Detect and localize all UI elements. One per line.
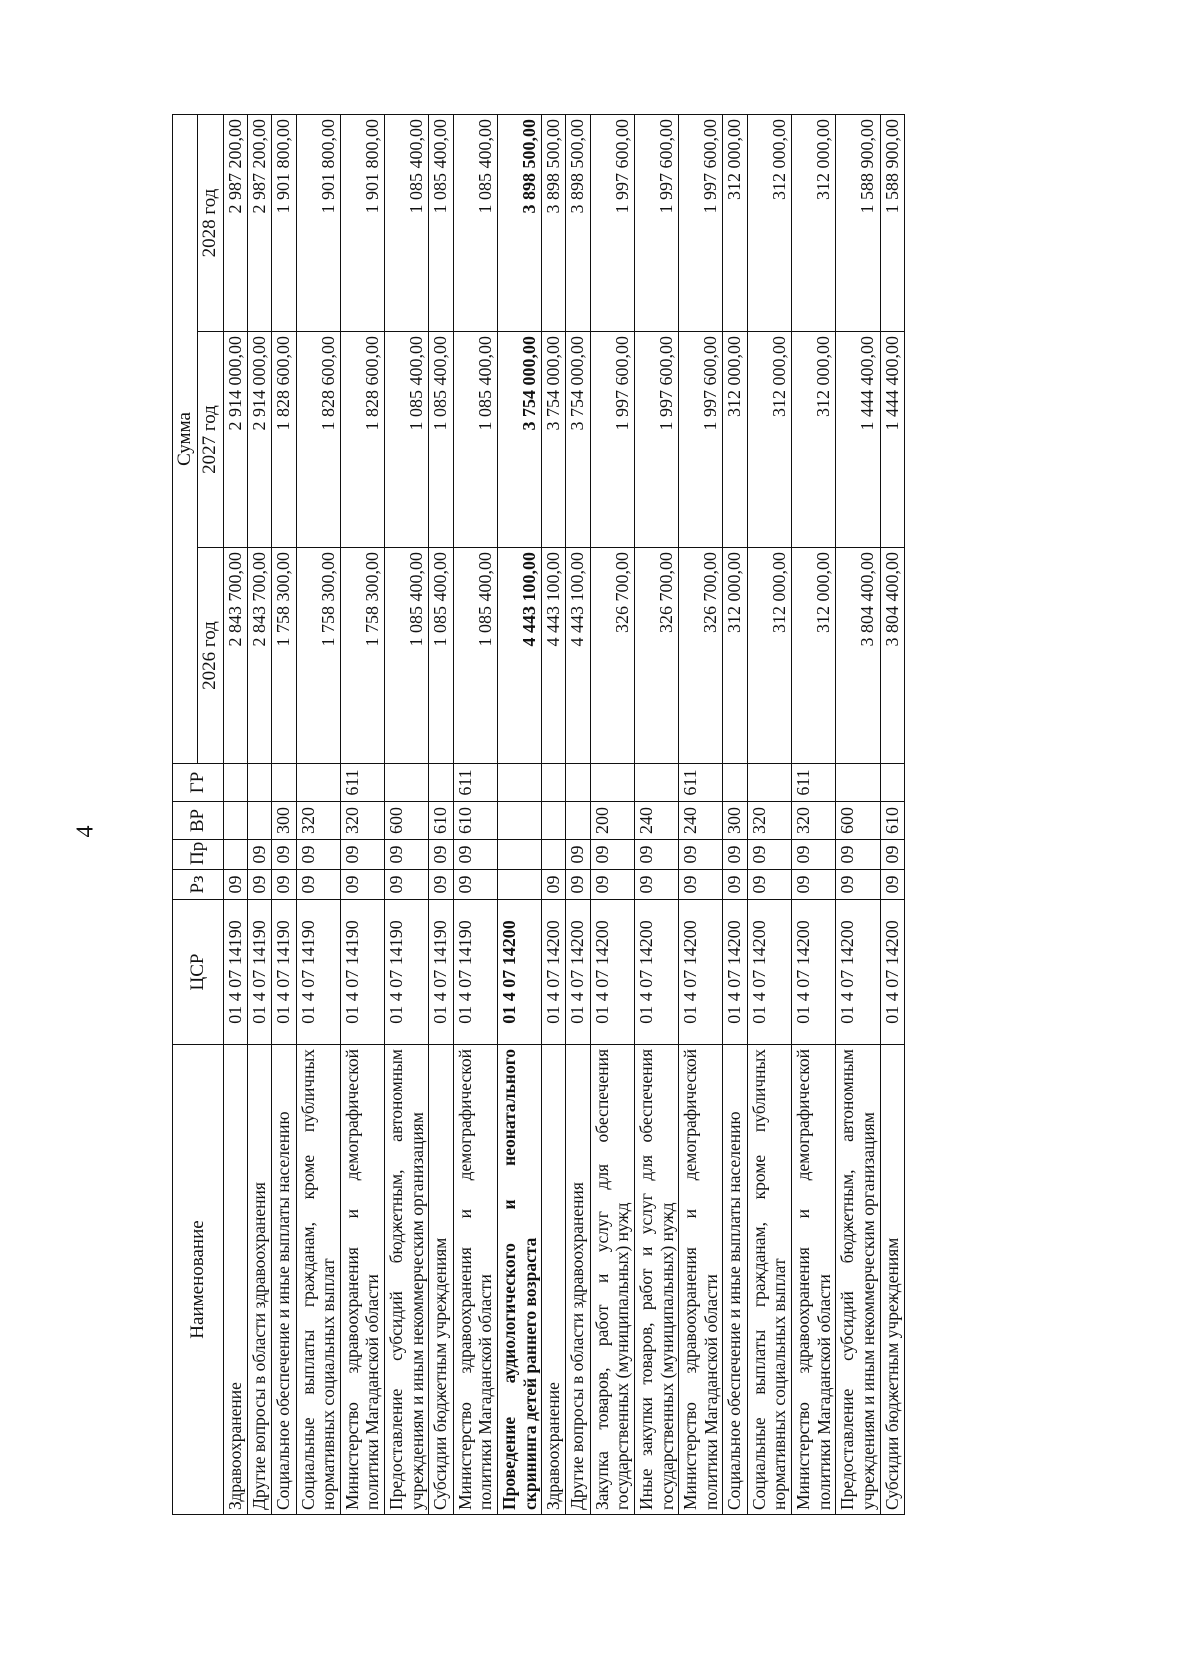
cell-2028: 1 085 400,00 — [453, 115, 497, 332]
cell-vr: 320 — [747, 802, 791, 840]
cell-2026: 326 700,00 — [634, 548, 678, 764]
cell-2027: 3 754 000,00 — [566, 332, 590, 548]
table-row — [566, 115, 590, 1515]
cell-csr: 01 4 07 14190 — [340, 900, 384, 1045]
table-header — [173, 115, 224, 1515]
table-row — [497, 115, 541, 1515]
cell-pr: 09 — [429, 840, 453, 870]
cell-rz: 09 — [679, 870, 723, 900]
table-row — [340, 115, 384, 1515]
cell-vr: 600 — [836, 802, 880, 840]
cell-name: Министерство здравоохранения и демографической политики Магаданской области — [340, 1045, 384, 1515]
header-2026: 2026 год — [198, 548, 223, 764]
cell-gr — [385, 764, 429, 802]
table-body — [223, 115, 904, 1515]
cell-name: Социальные выплаты гражданам, кроме публичных нормативных социальных выплат — [296, 1045, 340, 1515]
cell-2027: 1 444 400,00 — [836, 332, 880, 548]
cell-2026: 1 758 300,00 — [296, 548, 340, 764]
table-row — [723, 115, 747, 1515]
cell-2028: 1 085 400,00 — [429, 115, 453, 332]
cell-gr — [566, 764, 590, 802]
header-2027: 2027 год — [198, 332, 223, 548]
cell-rz: 09 — [723, 870, 747, 900]
table-row — [836, 115, 880, 1515]
table-row — [272, 115, 296, 1515]
cell-2026: 3 804 400,00 — [880, 548, 904, 764]
cell-vr — [497, 802, 541, 840]
cell-2027: 2 914 000,00 — [248, 332, 272, 548]
cell-gr — [296, 764, 340, 802]
cell-csr: 01 4 07 14190 — [429, 900, 453, 1045]
cell-name: Закупка товаров, работ и услуг для обеспечения государственных (муниципальных) нужд — [590, 1045, 634, 1515]
cell-name: Субсидии бюджетным учреждениям — [429, 1045, 453, 1515]
cell-name: Другие вопросы в области здравоохранения — [566, 1045, 590, 1515]
cell-2027: 1 997 600,00 — [679, 332, 723, 548]
cell-csr: 01 4 07 14190 — [272, 900, 296, 1045]
header-sum: Сумма — [173, 115, 198, 764]
cell-rz: 09 — [272, 870, 296, 900]
cell-pr: 09 — [272, 840, 296, 870]
cell-pr: 09 — [566, 840, 590, 870]
header-vr: ВР — [173, 802, 224, 840]
cell-2026: 1 758 300,00 — [340, 548, 384, 764]
cell-2026: 4 443 100,00 — [542, 548, 566, 764]
cell-name: Министерство здравоохранения и демографической политики Магаданской области — [791, 1045, 835, 1515]
cell-2028: 1 901 800,00 — [340, 115, 384, 332]
table-row — [634, 115, 678, 1515]
cell-2026: 3 804 400,00 — [836, 548, 880, 764]
cell-2028: 1 997 600,00 — [679, 115, 723, 332]
cell-2027: 2 914 000,00 — [223, 332, 247, 548]
cell-csr: 01 4 07 14200 — [723, 900, 747, 1045]
cell-name: Предоставление субсидий бюджетным, автономным учреждениям и иным некоммерческим организациям — [385, 1045, 429, 1515]
cell-gr: 611 — [453, 764, 497, 802]
cell-2027: 1 085 400,00 — [385, 332, 429, 548]
cell-2028: 312 000,00 — [791, 115, 835, 332]
cell-name: Предоставление субсидий бюджетным, автономным учреждениям и иным некоммерческим организациям — [836, 1045, 880, 1515]
cell-pr: 09 — [296, 840, 340, 870]
cell-2028: 2 987 200,00 — [223, 115, 247, 332]
table-row — [747, 115, 791, 1515]
cell-vr: 610 — [453, 802, 497, 840]
cell-name: Иные закупки товаров, работ и услуг для обеспечения государственных (муниципальных) нужд — [634, 1045, 678, 1515]
cell-2027: 1 997 600,00 — [590, 332, 634, 548]
cell-csr: 01 4 07 14200 — [747, 900, 791, 1045]
table-row — [453, 115, 497, 1515]
cell-2027: 1 828 600,00 — [296, 332, 340, 548]
cell-2026: 312 000,00 — [791, 548, 835, 764]
cell-name: Социальное обеспечение и иные выплаты населению — [723, 1045, 747, 1515]
cell-rz: 09 — [296, 870, 340, 900]
cell-vr: 320 — [340, 802, 384, 840]
cell-2026: 2 843 700,00 — [248, 548, 272, 764]
cell-rz: 09 — [747, 870, 791, 900]
cell-gr — [590, 764, 634, 802]
cell-vr: 300 — [723, 802, 747, 840]
table-row — [223, 115, 247, 1515]
header-name: Наименование — [173, 1045, 224, 1515]
header-csr: ЦСР — [173, 900, 224, 1045]
cell-vr: 300 — [272, 802, 296, 840]
cell-pr — [542, 840, 566, 870]
cell-2026: 1 085 400,00 — [429, 548, 453, 764]
cell-2028: 1 588 900,00 — [836, 115, 880, 332]
cell-vr: 610 — [429, 802, 453, 840]
cell-rz: 09 — [590, 870, 634, 900]
cell-csr: 01 4 07 14190 — [453, 900, 497, 1045]
table-row — [429, 115, 453, 1515]
cell-2026: 326 700,00 — [679, 548, 723, 764]
table-row — [590, 115, 634, 1515]
cell-gr — [542, 764, 566, 802]
cell-2027: 1 085 400,00 — [453, 332, 497, 548]
cell-pr: 09 — [340, 840, 384, 870]
cell-vr: 240 — [634, 802, 678, 840]
cell-vr: 600 — [385, 802, 429, 840]
cell-gr — [248, 764, 272, 802]
cell-pr: 09 — [836, 840, 880, 870]
cell-name: Другие вопросы в области здравоохранения — [248, 1045, 272, 1515]
cell-gr — [497, 764, 541, 802]
cell-csr: 01 4 07 14190 — [296, 900, 340, 1045]
cell-rz: 09 — [248, 870, 272, 900]
cell-pr: 09 — [747, 840, 791, 870]
cell-rz: 09 — [223, 870, 247, 900]
cell-rz: 09 — [542, 870, 566, 900]
cell-name: Министерство здравоохранения и демографической политики Магаданской области — [679, 1045, 723, 1515]
cell-2028: 2 987 200,00 — [248, 115, 272, 332]
cell-2028: 3 898 500,00 — [497, 115, 541, 332]
cell-gr — [880, 764, 904, 802]
cell-gr — [747, 764, 791, 802]
cell-2026: 1 758 300,00 — [272, 548, 296, 764]
table-row — [385, 115, 429, 1515]
header-gr: ГР — [173, 764, 224, 802]
cell-2028: 312 000,00 — [747, 115, 791, 332]
cell-name: Министерство здравоохранения и демографической политики Магаданской области — [453, 1045, 497, 1515]
cell-2026: 312 000,00 — [747, 548, 791, 764]
cell-csr: 01 4 07 14200 — [880, 900, 904, 1045]
cell-rz: 09 — [385, 870, 429, 900]
table-row — [880, 115, 904, 1515]
cell-csr: 01 4 07 14200 — [542, 900, 566, 1045]
cell-vr: 320 — [791, 802, 835, 840]
cell-rz: 09 — [634, 870, 678, 900]
cell-2026: 2 843 700,00 — [223, 548, 247, 764]
cell-csr: 01 4 07 14200 — [590, 900, 634, 1045]
cell-2027: 1 444 400,00 — [880, 332, 904, 548]
cell-rz: 09 — [836, 870, 880, 900]
cell-2027: 1 085 400,00 — [429, 332, 453, 548]
cell-csr: 01 4 07 14200 — [679, 900, 723, 1045]
cell-name: Проведение аудиологического и неонатального скрининга детей раннего возраста — [497, 1045, 541, 1515]
cell-rz: 09 — [566, 870, 590, 900]
cell-2027: 1 828 600,00 — [272, 332, 296, 548]
cell-rz: 09 — [791, 870, 835, 900]
cell-csr: 01 4 07 14190 — [248, 900, 272, 1045]
cell-name: Субсидии бюджетным учреждениям — [880, 1045, 904, 1515]
cell-2028: 1 588 900,00 — [880, 115, 904, 332]
cell-2026: 1 085 400,00 — [385, 548, 429, 764]
cell-gr — [723, 764, 747, 802]
table-row — [679, 115, 723, 1515]
table-row — [542, 115, 566, 1515]
header-2028: 2028 год — [198, 115, 223, 332]
cell-csr: 01 4 07 14200 — [634, 900, 678, 1045]
cell-gr: 611 — [340, 764, 384, 802]
cell-vr — [223, 802, 247, 840]
cell-2027: 312 000,00 — [747, 332, 791, 548]
header-rz: Рз — [173, 870, 224, 900]
rotated-table-container — [172, 115, 1052, 1515]
cell-gr — [223, 764, 247, 802]
cell-2028: 312 000,00 — [723, 115, 747, 332]
cell-name: Социальные выплаты гражданам, кроме публичных нормативных социальных выплат — [747, 1045, 791, 1515]
cell-pr: 09 — [723, 840, 747, 870]
cell-2026: 4 443 100,00 — [497, 548, 541, 764]
cell-gr — [836, 764, 880, 802]
cell-2026: 312 000,00 — [723, 548, 747, 764]
cell-pr: 09 — [880, 840, 904, 870]
cell-csr: 01 4 07 14200 — [497, 900, 541, 1045]
header-pr: Пр — [173, 840, 224, 870]
cell-vr: 200 — [590, 802, 634, 840]
cell-2026: 1 085 400,00 — [453, 548, 497, 764]
cell-pr: 09 — [791, 840, 835, 870]
cell-pr — [497, 840, 541, 870]
cell-2027: 3 754 000,00 — [497, 332, 541, 548]
cell-2026: 4 443 100,00 — [566, 548, 590, 764]
cell-2027: 312 000,00 — [791, 332, 835, 548]
table-row — [248, 115, 272, 1515]
cell-2028: 3 898 500,00 — [542, 115, 566, 332]
cell-pr: 09 — [634, 840, 678, 870]
cell-2028: 1 997 600,00 — [634, 115, 678, 332]
cell-2028: 1 901 800,00 — [296, 115, 340, 332]
cell-rz: 09 — [880, 870, 904, 900]
cell-vr — [248, 802, 272, 840]
cell-2028: 1 901 800,00 — [272, 115, 296, 332]
cell-rz — [497, 870, 541, 900]
cell-name: Здравоохранение — [223, 1045, 247, 1515]
cell-gr — [272, 764, 296, 802]
cell-rz: 09 — [453, 870, 497, 900]
cell-csr: 01 4 07 14200 — [836, 900, 880, 1045]
cell-csr: 01 4 07 14200 — [791, 900, 835, 1045]
cell-gr: 611 — [679, 764, 723, 802]
cell-2027: 1 997 600,00 — [634, 332, 678, 548]
cell-2028: 3 898 500,00 — [566, 115, 590, 332]
cell-pr: 09 — [590, 840, 634, 870]
cell-pr: 09 — [248, 840, 272, 870]
cell-pr: 09 — [453, 840, 497, 870]
cell-2028: 1 085 400,00 — [385, 115, 429, 332]
cell-vr — [566, 802, 590, 840]
cell-pr: 09 — [385, 840, 429, 870]
cell-name: Социальное обеспечение и иные выплаты населению — [272, 1045, 296, 1515]
page-number: 4 — [72, 825, 99, 838]
cell-2027: 1 828 600,00 — [340, 332, 384, 548]
cell-rz: 09 — [340, 870, 384, 900]
cell-vr: 610 — [880, 802, 904, 840]
cell-2027: 312 000,00 — [723, 332, 747, 548]
cell-2027: 3 754 000,00 — [542, 332, 566, 548]
cell-2028: 1 997 600,00 — [590, 115, 634, 332]
cell-gr: 611 — [791, 764, 835, 802]
budget-table — [172, 114, 905, 1515]
cell-vr — [542, 802, 566, 840]
cell-pr: 09 — [679, 840, 723, 870]
cell-2026: 326 700,00 — [590, 548, 634, 764]
cell-gr — [634, 764, 678, 802]
cell-gr — [429, 764, 453, 802]
cell-name: Здравоохранение — [542, 1045, 566, 1515]
cell-pr — [223, 840, 247, 870]
table-row — [296, 115, 340, 1515]
cell-vr: 240 — [679, 802, 723, 840]
cell-vr: 320 — [296, 802, 340, 840]
cell-rz: 09 — [429, 870, 453, 900]
cell-csr: 01 4 07 14200 — [566, 900, 590, 1045]
cell-csr: 01 4 07 14190 — [385, 900, 429, 1045]
table-row — [791, 115, 835, 1515]
cell-csr: 01 4 07 14190 — [223, 900, 247, 1045]
